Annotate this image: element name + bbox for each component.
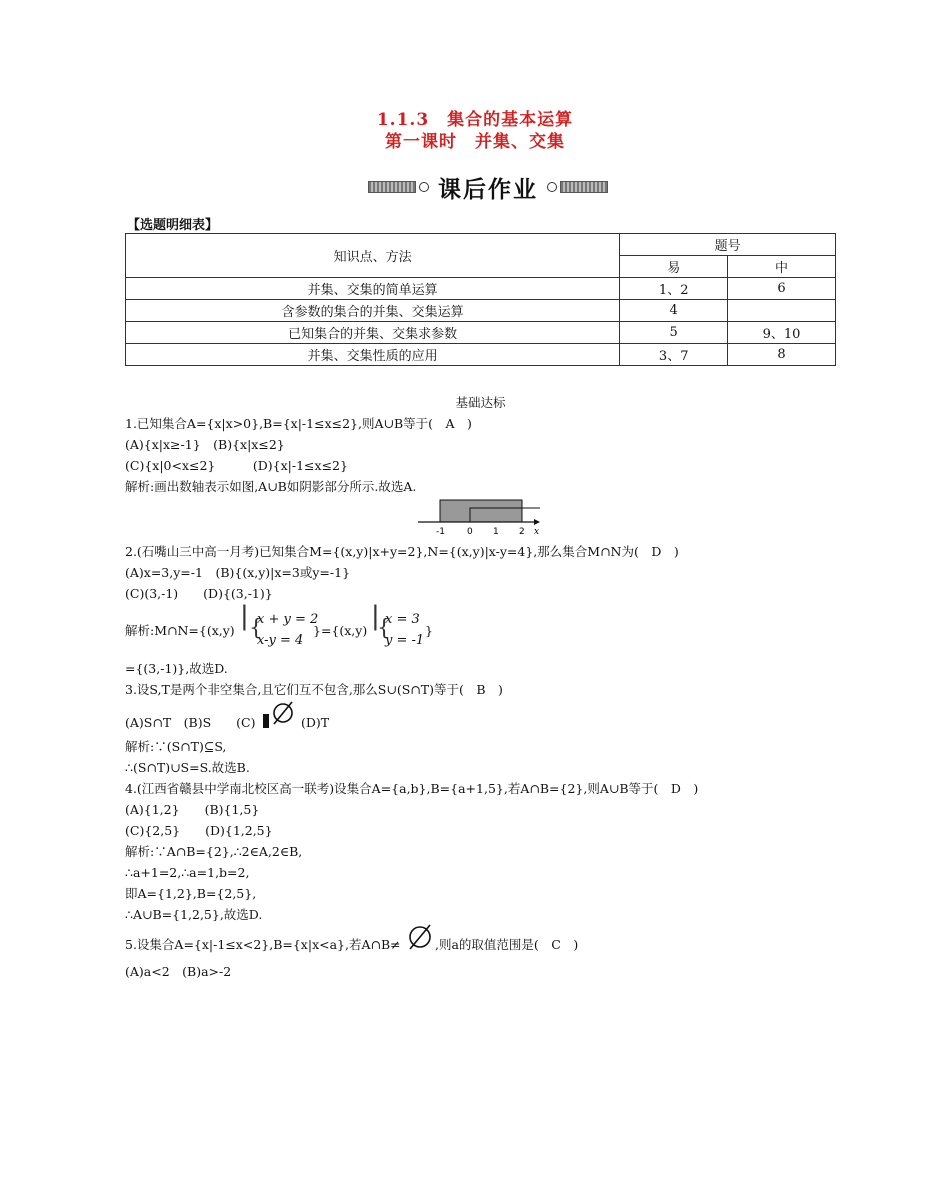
- row-mid: [728, 300, 836, 322]
- q1-solution: 解析:画出数轴表示如图,A∪B如阴影部分所示.故选A.: [125, 479, 417, 494]
- table-row: [126, 300, 836, 322]
- row-mid: 8: [728, 344, 836, 366]
- q2-solution-system: [125, 601, 845, 658]
- section-heading: 基础达标: [455, 395, 506, 410]
- q2-solution-end: ={(3,-1)},故选D.: [125, 661, 228, 676]
- banner-knob-icon: [547, 182, 557, 192]
- table-row: [126, 278, 836, 300]
- row-topic: 已知集合的并集、交集求参数: [126, 322, 620, 344]
- row-mid: 9、10: [728, 322, 836, 344]
- eq-2: x-y = 4: [257, 633, 304, 648]
- banner-text: 课后作业: [438, 176, 538, 203]
- q5-stem: [125, 925, 845, 955]
- eq-4: y = -1: [385, 633, 425, 648]
- empty-set-icon: [407, 923, 433, 951]
- q4-stem: 4.(江西省赣县中学南北校区高一联考)设集合A={a,b},B={a+1,5},若A∩B={2},则A∪B等于( D ): [125, 781, 699, 796]
- header-mid: 中: [728, 256, 836, 278]
- q4-solution-4: ∴A∪B={1,2,5},故选D.: [125, 907, 263, 922]
- q4-solution-1: 解析:∵A∩B={2},∴2∈A,2∈B,: [125, 844, 303, 859]
- exercise-body: [125, 392, 845, 982]
- q4-options-cd: (C){2,5} (D){1,2,5}: [125, 823, 273, 838]
- q1-options-cd: (C){x|0<x≤2} (D){x|-1≤x≤2}: [125, 458, 348, 473]
- left-brace: {: [377, 616, 391, 641]
- q2-stem: 2.(石嘴山三中高一月考)已知集合M={(x,y)|x+y=2},N={(x,y)|x-y=4},那么集合M∩N为( D ): [125, 544, 679, 559]
- q2-options-cd: (C)(3,-1) (D){(3,-1)}: [125, 586, 273, 601]
- q1-stem: 1.已知集合A={x|x>0},B={x|-1≤x≤2},则A∪B等于( A ): [125, 416, 472, 431]
- axis-variable: x: [534, 527, 540, 537]
- header-number: 题号: [620, 234, 836, 256]
- row-topic: 并集、交集的简单运算: [126, 278, 620, 300]
- q5-options-ab: (A)a<2 (B)a>-2: [125, 964, 232, 979]
- left-brace: {: [249, 616, 263, 641]
- tick-label: -1: [436, 527, 445, 537]
- q3-options: [125, 700, 845, 736]
- row-easy: 4: [620, 300, 728, 322]
- q3-options-abc: (A)S∩T (B)S (C): [125, 715, 256, 730]
- axis-arrow-icon: [534, 519, 540, 525]
- empty-set-icon: [271, 700, 295, 726]
- q4-solution-3: 即A={1,2},B={2,5},: [125, 886, 257, 901]
- q2-sol-part-b: }={(x,y): [313, 623, 368, 638]
- header-topic: 知识点、方法: [126, 234, 620, 278]
- tick-label: 2: [519, 527, 525, 537]
- q5-stem-b: ,则a的取值范围是( C ): [435, 937, 579, 952]
- q3-solution-2: ∴(S∩T)∪S=S.故选B.: [125, 760, 250, 775]
- q4-solution-2: ∴a+1=2,∴a=1,b=2,: [125, 865, 250, 880]
- q3-solution-1: 解析:∵(S∩T)⊆S,: [125, 739, 227, 754]
- q2-sol-part-a: 解析:M∩N={(x,y): [125, 623, 235, 638]
- q4-options-ab: (A){1,2} (B){1,5}: [125, 802, 260, 817]
- header-easy: 易: [620, 256, 728, 278]
- row-easy: 5: [620, 322, 728, 344]
- brace-bar: |: [371, 601, 380, 631]
- banner-bar-left: [368, 181, 416, 193]
- q3-option-d: (D)T: [301, 715, 330, 730]
- lesson-subtitle: 第一课时 并集、交集: [385, 132, 565, 152]
- lesson-title: 1.1.3 集合的基本运算: [376, 110, 574, 130]
- q2-options-ab: (A)x=3,y=-1 (B){(x,y)|x=3或y=-1}: [125, 565, 351, 580]
- black-box-icon: [263, 714, 269, 728]
- row-easy: 3、7: [620, 344, 728, 366]
- tick-label: 0: [467, 527, 473, 537]
- topic-table: [125, 233, 836, 366]
- row-topic: 含参数的集合的并集、交集运算: [126, 300, 620, 322]
- tick-label: 1: [493, 527, 499, 537]
- eq-1: x + y = 2: [257, 612, 319, 627]
- q1-options-ab: (A){x|x≥-1} (B){x|x≤2}: [125, 437, 285, 452]
- banner-bar-right: [560, 181, 608, 193]
- banner-knob-icon: [419, 182, 429, 192]
- eq-3: x = 3: [385, 612, 420, 627]
- row-mid: 6: [728, 278, 836, 300]
- section-label: 【选题明细表】: [127, 218, 219, 233]
- row-topic: 并集、交集性质的应用: [126, 344, 620, 366]
- table-row: [126, 322, 836, 344]
- q3-stem: 3.设S,T是两个非空集合,且它们互不包含,那么S∪(S∩T)等于( B ): [125, 682, 503, 697]
- number-line-figure: [418, 492, 542, 538]
- q5-stem-a: 5.设集合A={x|-1≤x<2},B={x|x<a},若A∩B≠: [125, 937, 401, 952]
- brace-bar: |: [240, 601, 249, 631]
- q2-sol-part-c: }: [425, 623, 433, 638]
- homework-banner: [368, 172, 608, 202]
- row-easy: 1、2: [620, 278, 728, 300]
- set-a-region: [440, 500, 522, 522]
- table-row: [126, 344, 836, 366]
